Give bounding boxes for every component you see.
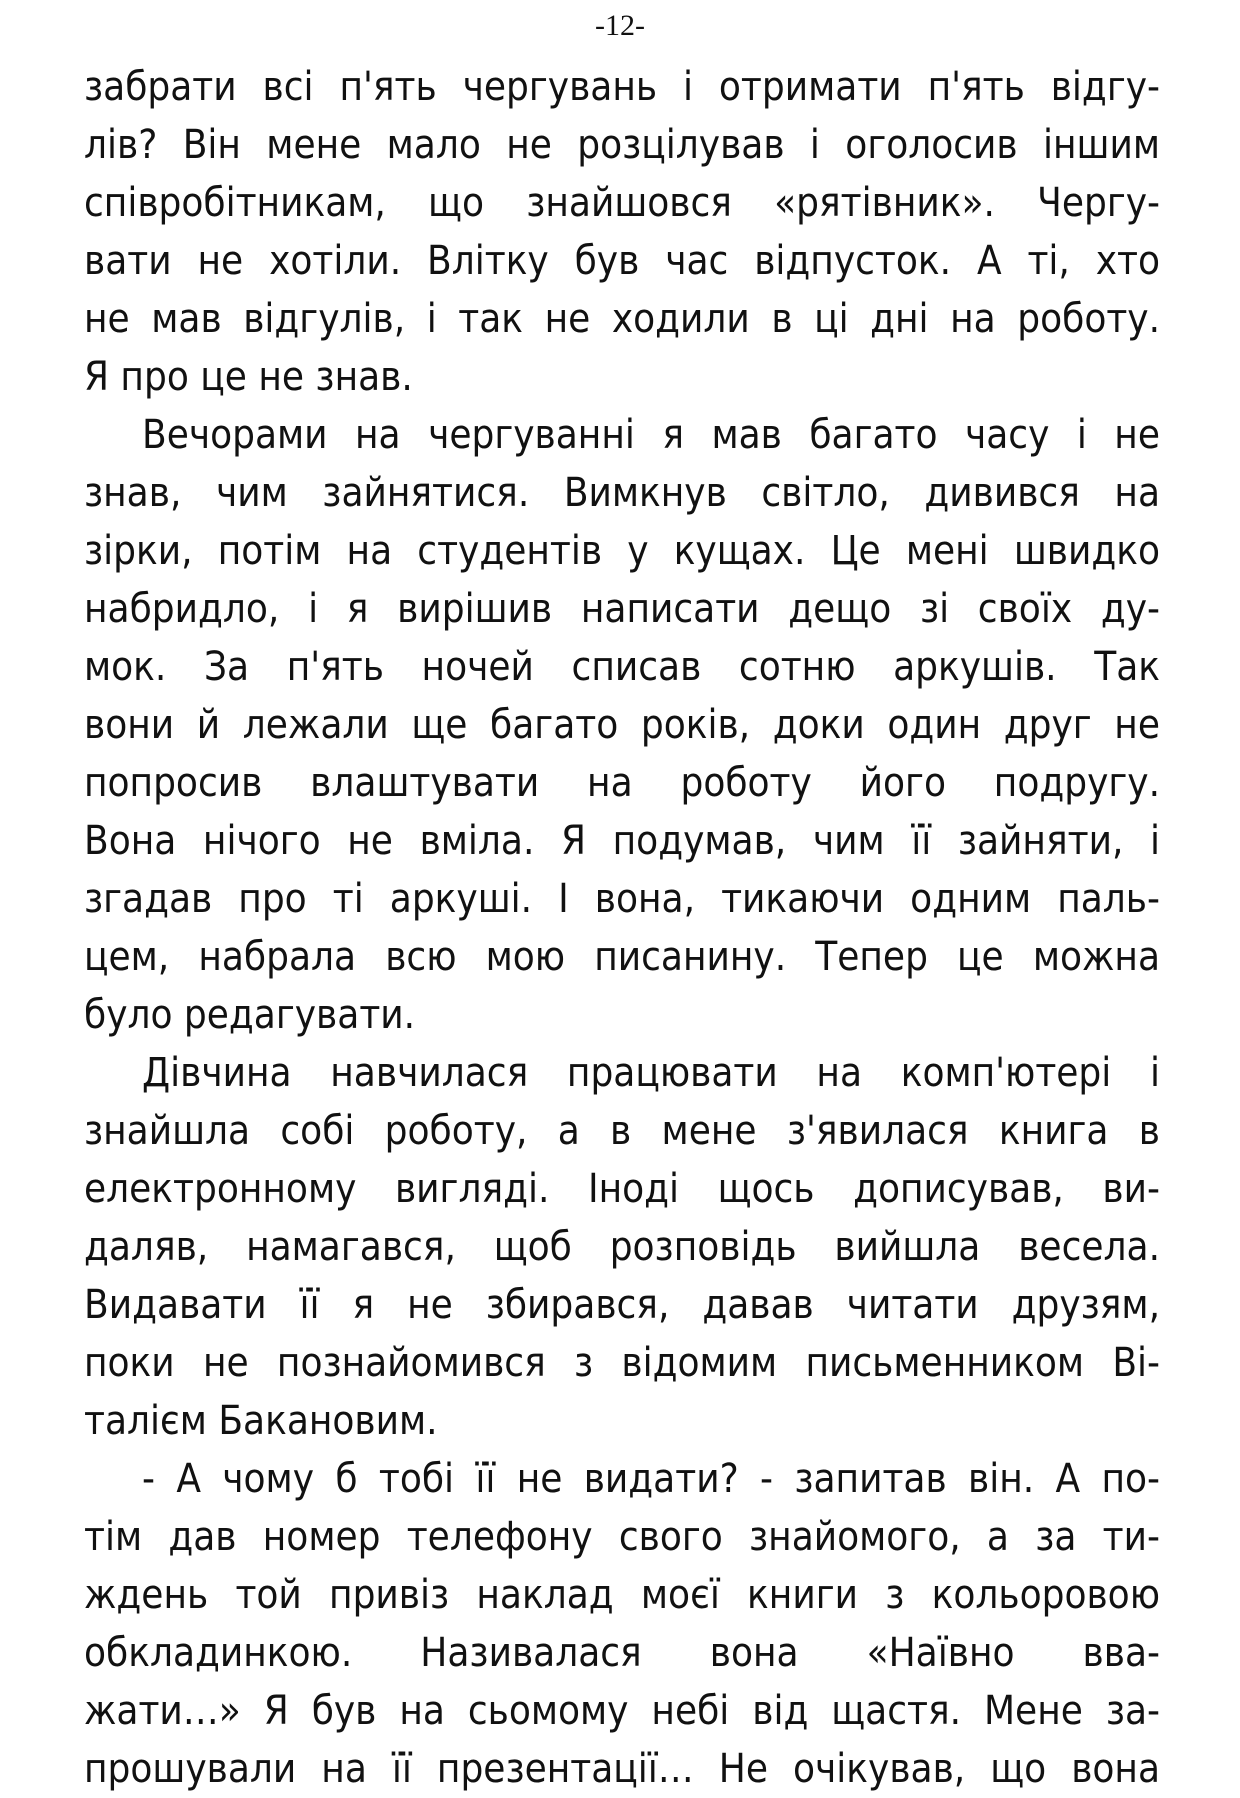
text-line: не мав відгулів, і так не ходили в ці дні на роботу. bbox=[84, 296, 1160, 342]
text-line: Видавати її я не збирався, давав читати друзям, bbox=[84, 1282, 1160, 1328]
text-line: тім дав номер телефону свого знайомого, а за ти- bbox=[84, 1514, 1160, 1560]
text-line: талієм Бакановим. bbox=[84, 1398, 438, 1444]
text-line: прошували на її презентації… Не очікував, що вона bbox=[84, 1746, 1160, 1792]
text-line: знайшла собі роботу, а в мене з'явилася книга в bbox=[84, 1108, 1160, 1154]
text-line: знав, чим зайнятися. Вимкнув світло, дивився на bbox=[84, 470, 1160, 516]
body-text bbox=[84, 58, 1160, 1798]
text-line: співробітникам, що знайшовся «рятівник». Чергу- bbox=[84, 180, 1160, 226]
text-line: Вона нічого не вміла. Я подумав, чим її зайняти, і bbox=[84, 818, 1160, 864]
text-line: лів? Він мене мало не розцілував і оголосив іншим bbox=[84, 122, 1160, 168]
text-line: Я про це не знав. bbox=[84, 354, 413, 400]
text-line: мок. За п'ять ночей списав сотню аркушів. Так bbox=[84, 644, 1160, 690]
text-line: даляв, намагався, щоб розповідь вийшла весела. bbox=[84, 1224, 1160, 1270]
text-line: було редагувати. bbox=[84, 992, 416, 1038]
text-line: вати не хотіли. Влітку був час відпусток. А ті, хто bbox=[84, 238, 1160, 284]
paragraph bbox=[84, 58, 1160, 406]
text-line: ждень той привіз наклад моєї книги з кольоровою bbox=[84, 1572, 1160, 1618]
text-line: жати…» Я був на сьомому небі від щастя. Мене за- bbox=[84, 1688, 1160, 1734]
text-line: поки не познайомився з відомим письменником Ві- bbox=[84, 1340, 1160, 1386]
paragraph bbox=[84, 1044, 1160, 1450]
paragraph bbox=[84, 406, 1160, 1044]
text-line: попросив влаштувати на роботу його подругу. bbox=[84, 760, 1160, 806]
text-line: набридло, і я вирішив написати дещо зі своїх ду- bbox=[84, 586, 1160, 632]
text-line: цем, набрала всю мою писанину. Тепер це можна bbox=[84, 934, 1160, 980]
paragraph bbox=[84, 1450, 1160, 1798]
text-line: електронному вигляді. Іноді щось дописував, ви- bbox=[84, 1166, 1160, 1212]
text-line: Дівчина навчилася працювати на комп'ютері і bbox=[142, 1050, 1160, 1096]
text-line: згадав про ті аркуші. І вона, тикаючи одним паль- bbox=[84, 876, 1160, 922]
text-line: - А чому б тобі її не видати? - запитав він. А по- bbox=[142, 1456, 1160, 1502]
text-line: зірки, потім на студентів у кущах. Це мені швидко bbox=[84, 528, 1160, 574]
text-line: Вечорами на чергуванні я мав багато часу і не bbox=[142, 412, 1160, 458]
text-line: обкладинкою. Називалася вона «Наївно вва- bbox=[84, 1630, 1160, 1676]
page-number: -12- bbox=[595, 9, 645, 42]
text-line: забрати всі п'ять чергувань і отримати п'ять відгу- bbox=[84, 64, 1160, 110]
text-line: вони й лежали ще багато років, доки один друг не bbox=[84, 702, 1160, 748]
